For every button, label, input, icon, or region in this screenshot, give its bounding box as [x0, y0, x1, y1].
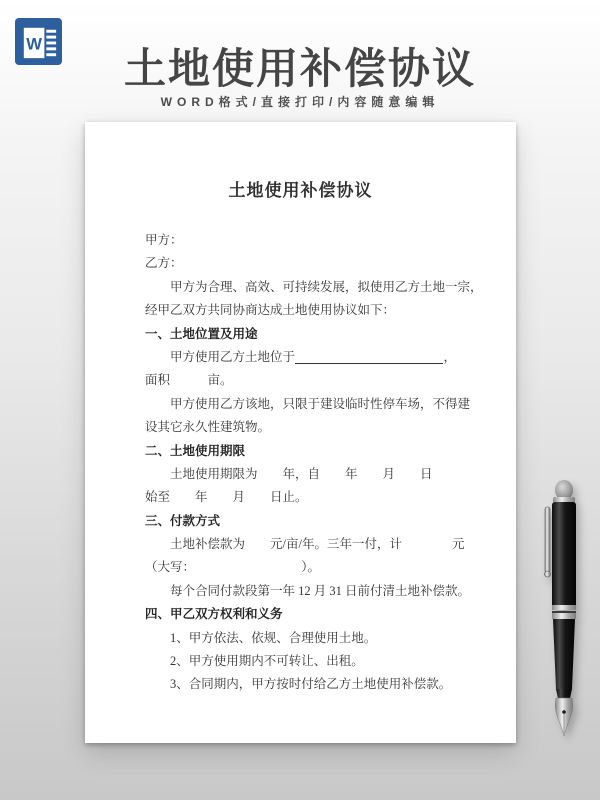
document-line: 2、甲方使用期内不可转让、出租。 [145, 654, 364, 669]
document-line: 经甲乙双方共同协商达成土地使用协议如下： [145, 303, 396, 318]
document-line: 设其它永久性建筑物。 [145, 420, 271, 435]
fountain-pen-icon [539, 477, 587, 739]
document-line: 3、合同期内，甲方按时付给乙方土地使用补偿款。 [145, 677, 452, 692]
document-line: （大写： ）。 [145, 560, 321, 575]
document-line [145, 346, 456, 369]
document-section-heading: 四、甲乙双方权利和义务 [145, 607, 283, 622]
document-line: 土地使用期限为 年，自 年 月 日 [145, 466, 433, 481]
banner-title: 土地使用补偿协议 [123, 45, 476, 92]
document-body [145, 229, 483, 697]
banner-subtitle: WORD格式/直接打印/内容随意编辑 [160, 95, 440, 109]
document-section-heading: 三、付款方式 [145, 513, 221, 528]
document-line: 面积 亩。 [145, 373, 233, 388]
document-section-heading: 一、土地位置及用途 [145, 326, 258, 341]
blank-underline [295, 346, 443, 364]
document-line: 甲方： [145, 233, 183, 247]
document-section-heading: 二、土地使用期限 [145, 443, 246, 458]
document-line: 乙方： [145, 256, 183, 271]
document-line: 1、甲方依法、依规、合理使用土地。 [145, 630, 377, 645]
document-line: 甲方使用乙方该地，只限于建设临时性停车场，不得建 [145, 396, 471, 411]
word-icon-letter: W [26, 34, 42, 54]
document-line: 始至 年 月 日止。 [145, 490, 308, 505]
document-line: 甲方为合理、高效、可持续发展，拟使用乙方土地一宗， [145, 279, 483, 294]
document-line-text: 甲方使用乙方土地位于 [145, 349, 296, 364]
document-title: 土地使用补偿协议 [228, 181, 373, 200]
document-page [85, 122, 516, 743]
document-line: 每个合同付款段第一年 12 月 31 日前付清土地补偿款。 [145, 583, 471, 598]
document-line-suffix: ， [443, 349, 456, 364]
document-line: 土地补偿款为 元/亩/年。三年一付，计 元 [145, 537, 465, 552]
